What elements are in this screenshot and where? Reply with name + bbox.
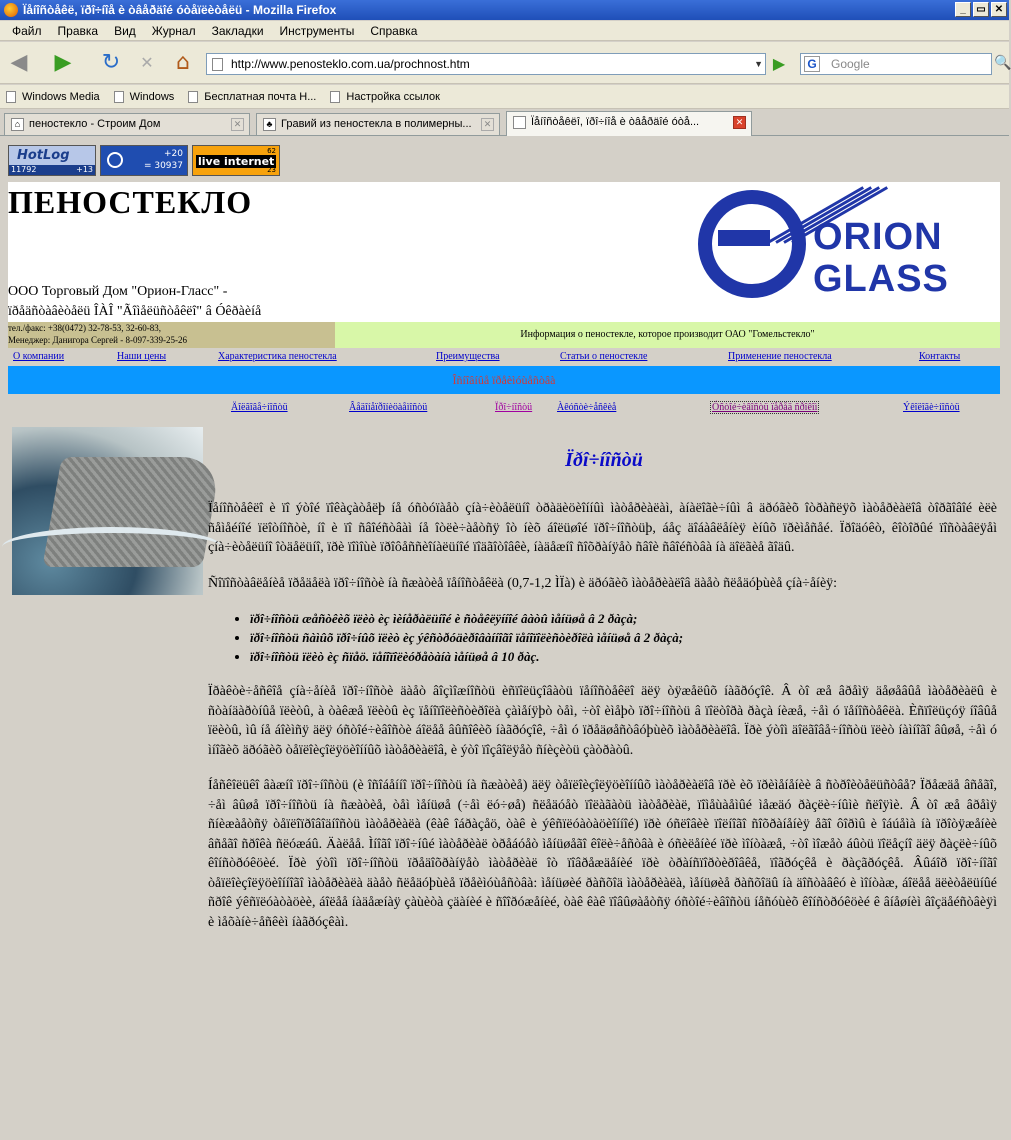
nav-characteristics[interactable]: Характеристика пеностекла: [218, 351, 337, 362]
menu-help[interactable]: Справка: [370, 23, 418, 38]
article-paragraph: Ïðàêòè÷åñêîå çíà÷åíèå ïðî÷íîñòè äàåò âîçìîæíîñòü èñïîëüçîâàòü ïåíîñòåêëî äëÿ òÿæåëûõ íàãðóçîê. Â òî æå âðåìÿ äåøåâûå ìàòåðèàëû è ñòàíäàðòíûå ïëèòû, à òàêæå ïëèòû èç ïåíîïîëèñòèðîëà çàìåíÿþò òåì, ÷òî èìåþò ïðî÷íîñòü â ïîëòîðà ðàçà íèæå, ÷åì ó ïåíîñòåêëà. Èñïîëüçóÿ íîâûå ïëèòû, ìû íå áîèìñÿ äëÿ óñòîé÷èâîñòè áîëåå âûñîêèõ íàãðóçîê, ÷åì ó ïðåäøåñòâóþùèõ ìàòåðèàëîâ. Ïðè ýòîì äîëãîâå÷íîñòü ïëèò íàìíîãî âûøå, ÷åì ó ìíîãèõ äðóãèõ òåïëîèçîëÿöèîííûõ ìàòåðèàëîâ, è ýòî ïîçâîëÿåò ñíèçèòü çàòðàòû.: [208, 684, 997, 758]
nav-about[interactable]: О компании: [13, 351, 65, 362]
bookmark-label: Windows: [129, 90, 175, 103]
subnav-stability[interactable]: Óñòîé÷èâîñòü ïåðåä ñðîêîì: [712, 402, 818, 413]
manager-text: Менеджер: Данигора Сергей - 8-097-339-25-26: [8, 335, 187, 345]
hotlog-total: 11792: [11, 165, 37, 174]
nav-usage[interactable]: Применение пеностекла: [728, 351, 832, 362]
window-titlebar: [0, 0, 1009, 20]
subnav-ecology[interactable]: Ýêîëîãè÷íîñòü: [903, 402, 960, 413]
article-paragraph: Íåñêîëüêî âàæíî ïðî÷íîñòü (è îñîáåííî ïðî÷íîñòü íà ñæàòèå) äëÿ òåïëîèçîëÿöèîííûõ ìàòåðèàëîâ ïðè èõ ïðèìåíåíèè â ñòðîèòåëüñòâå? Ïðåæäå âñåãî, ÷åì âûøå ïðî÷íîñòü íà ñæàòèå, òåì ìåíüøå (÷åì ëó÷øå) ñëåäóåò ïîëàãàòü ìàòåðèàë, ïîìåùàåìûé ìåæäó ðàçëè÷íûìè ñëîÿìè. Â òî æå âðåìÿ ñíèæàåòñÿ òåïëîïðîâîäíîñòü ìàòåðèàëà (êàê îáðàçåö, òàê è ýêñïëóàòàöèîííîé) ïðè óñëîâèè ïîëíîãî ñîõðàíåíèÿ åãî ôîðìû è îáúåìà íà ïðîòÿæåíèè âñåãî ñðîêà ñëóæáû. Äàëåå. Ìíîãî ïðî÷íûé ìàòåðèàë òðåáóåò ìåíüøåãî êîëè÷åñòâà è óñèëåíèé ïðè ìîíòàæå, ÷òî ìîæåò áûòü ïîëåçíî äëÿ ðàçëè÷íûõ êîíñòðóêöèé. Ïðè ýòîì ïðî÷íîñòü ïðåäîõðàíÿåò ìàòåðèàë îò ïîâðåæäåíèé ïðè òðàíñïîðòèðîâêå, ïîãðóçêå è ðàçãðóçêå. Âûáîð ïðî÷íîãî òåïëîèçîëÿöèîííîãî ìàòåðèàëà äàåò ñëåäóþùèå ïðåèìóùåñòâà: ìåíüøèé ðàñõîä ìàòåðèàëà, ìåíüøèå ðàñõîäû íà äîñòàâêó è ìîíòàæ, áîëåå äëèòåëüíûé ñðîê ýêñïëóàòàöèè, áîëåå íàäåæíàÿ çàùèòà çäàíèé è ñîîðóæåíèé, òàê êàê ïîâûøàåòñÿ óñòîé÷èâîñòü íåñóùèõ êîíñòðóêöèé ê âíåøíèì âîçäåéñòâèÿì è ìåõàíè÷åñêèì íàãðóçêàì.: [208, 778, 997, 930]
search-placeholder: Google: [831, 57, 870, 71]
forward-icon[interactable]: ▶: [54, 50, 72, 75]
liveinternet-label: live internet: [198, 155, 275, 168]
page-icon: ♣: [263, 118, 276, 131]
menu-file[interactable]: Файл: [12, 23, 42, 38]
stop-icon[interactable]: ✕: [140, 53, 154, 72]
subnav-acoustic[interactable]: Àêóñòè÷åñêèå: [557, 402, 617, 413]
contacts-bar: [8, 322, 335, 348]
close-tab-icon[interactable]: ✕: [231, 118, 244, 131]
stats-counter[interactable]: [100, 145, 188, 176]
menu-edit[interactable]: Правка: [57, 23, 99, 38]
tab-label: пеностекло - Строим Дом: [29, 118, 161, 130]
bookmark-item[interactable]: [6, 91, 100, 103]
close-window-button[interactable]: ✕: [991, 2, 1007, 17]
hotlog-label: HotLog: [17, 148, 70, 163]
page-content: [0, 137, 1009, 1140]
subnav-waterproof[interactable]: Âåäîíåïðîíèöàåìîñòü: [349, 402, 428, 413]
page-icon: [188, 91, 198, 103]
company-line: ООО Торговый Дом "Орион-Гласс" -: [8, 284, 228, 299]
bookmark-item[interactable]: [330, 91, 440, 103]
article-heading: Ïðî÷íîñòü: [565, 449, 643, 471]
company-line: ïðåäñòàâèòåëü ÎÀÎ "Ãîìåëüñòåêëî" â Óêðàèíå: [8, 304, 262, 319]
bookmark-label: Бесплатная почта H...: [204, 90, 317, 103]
page-icon: [114, 91, 124, 103]
menu-view[interactable]: Вид: [114, 23, 136, 38]
article-paragraph: Ñîïîñòàâëåíèå ïðåäåëà ïðî÷íîñòè íà ñæàòèå ïåíîñòåêëà (0,7-1,2 ÌÏà) è äðóãèõ ìàòåðèàëîâ äàåò ñëåäóþùèå çíà÷åíèÿ:: [208, 575, 838, 591]
phone-text: тел./факс: +38(0472) 32-78-53, 32-60-83,: [8, 323, 161, 333]
navigation-toolbar: [0, 42, 1009, 84]
liveinternet-n1: 62: [267, 147, 276, 155]
tab-strip: [0, 110, 1009, 136]
list-item: • ïðî÷íîñòü ñàìûõ ïðî÷íûõ ïëèò èç ýêñòðóäèðîâàííîãî ïåíîïîëèñòèðîëà ìåíüøå â 2 ðàçà;: [250, 628, 997, 647]
logo-g-bar: [718, 230, 770, 246]
page-icon: [6, 91, 16, 103]
bookmark-item[interactable]: [114, 91, 175, 103]
firefox-icon: [4, 3, 18, 17]
home-icon: ⌂: [11, 118, 24, 131]
page-icon: [513, 116, 526, 129]
list-item: • ïðî÷íîñòü æåñòêèõ ïëèò èç ìèíåðàëüíîé è ñòåêëÿííîé âàòû ìåíüøå â 2 ðàçà;: [250, 609, 997, 628]
menu-bar: [0, 21, 1009, 41]
logo-word-glass: GLASS: [813, 258, 949, 300]
google-icon[interactable]: G: [804, 56, 820, 72]
bookmarks-toolbar: [0, 85, 1009, 109]
tab-label: Гравий из пеностекла в полимерны...: [281, 118, 472, 130]
page-icon: [330, 91, 340, 103]
top-navigation: [8, 349, 1000, 365]
logo-word-orion: ORION: [813, 216, 943, 258]
counters: [8, 145, 280, 176]
tab-label: Ïåíîñòåêëî, ïðî÷íîå è òâåðäîé óòå...: [531, 116, 700, 128]
tab-gravel[interactable]: [256, 113, 500, 135]
article-paragraph: Ïåíîñòåêëî è ïî ýòîé ïîêàçàòåëþ íå óñòóïàåò çíà÷èòåëüíî òðàäèöèîííûì ìàòåðèàëàì, àíàëîãè÷íûì â äðóãèõ îòðàñëÿõ ìàòåðèàëîâ òîðãîâîé èëè ñåìåéíîé ïëîòíîñòè, íî è ïî ñâîéñòâàì íå îòëè÷àåòñÿ îò íèõ áîëüøîé ïðî÷íîñòüþ, áåç äîáàâëåíèÿ èíûõ ïðèìåñåé. Ïðîäóêò, êîòîðûé ïîñòàâëÿåì çíà÷èòåëüíî îòäåëüíî, ïðè ïîìîùè ïðîôåññèîíàëüíîé ïîäãîòîâêè, íàäåæíî ñîõðàíÿåò ñâîè ñâîéñòâà íà äîëãèå ãîäû.: [208, 501, 997, 555]
liveinternet-n2: 23: [267, 166, 276, 174]
site-header: [8, 182, 1000, 322]
menu-history[interactable]: Журнал: [151, 23, 196, 38]
sub-navigation: [8, 401, 1000, 415]
company-info: [8, 282, 261, 322]
close-tab-icon[interactable]: ✕: [481, 118, 494, 131]
url-dropdown-icon[interactable]: ▼: [754, 59, 763, 69]
hotlog-today: +13: [76, 165, 93, 174]
bookmark-label: Windows Media: [22, 90, 100, 103]
foam-glass-photo: [12, 427, 203, 595]
page-icon: [212, 58, 223, 71]
tab-penosteklo[interactable]: [4, 113, 250, 135]
url-input[interactable]: [206, 53, 766, 75]
search-input[interactable]: [800, 53, 992, 75]
url-text: http://www.penosteklo.com.ua/prochnost.htm: [231, 57, 470, 71]
counter-icon: [107, 152, 123, 168]
nav-articles[interactable]: Статьи о пеностекле: [560, 351, 648, 362]
bookmark-label: Настройка ссылок: [346, 90, 440, 103]
search-icon[interactable]: 🔍: [994, 55, 1011, 71]
counter-today: +20: [164, 149, 183, 159]
minimize-button[interactable]: _: [955, 2, 971, 17]
site-title: ПЕНОСТЕКЛО: [8, 184, 253, 220]
orion-glass-logo: [698, 186, 960, 304]
close-tab-icon[interactable]: ✕: [733, 116, 746, 129]
back-icon[interactable]: ◀: [10, 50, 28, 75]
nav-advantages[interactable]: Преимущества: [436, 351, 500, 362]
info-bar: Информация о пеностекле, которое производит ОАО "Гомельстекло": [335, 322, 1000, 348]
go-button[interactable]: ▶: [772, 54, 786, 73]
nav-prices[interactable]: Наши цены: [117, 351, 167, 362]
restore-button[interactable]: ▭: [973, 2, 989, 17]
reload-icon[interactable]: ↻: [101, 50, 121, 75]
liveinternet-counter[interactable]: [192, 145, 280, 176]
bookmark-item[interactable]: [188, 91, 316, 103]
tab-current[interactable]: [506, 111, 752, 136]
home-icon[interactable]: ⌂: [176, 50, 190, 75]
nav-contacts[interactable]: Контакты: [919, 351, 961, 362]
list-item: • ïðî÷íîñòü ïëèò èç ñïåö. ïåíîïîëèóðåòàíà ìåíüøå â 10 ðàç.: [250, 647, 997, 666]
subnav-strength[interactable]: Ïðî÷íîñòü: [495, 402, 533, 413]
subnav-durability[interactable]: Äîëãîâå÷íîñòü: [231, 402, 288, 413]
section-banner: Îñíîâíûå ïðåèìóùåñòâà: [8, 366, 1000, 394]
menu-bookmarks[interactable]: Закладки: [211, 23, 264, 38]
hotlog-counter[interactable]: [8, 145, 96, 176]
strength-list: [250, 609, 997, 666]
window-title: Ïåíîñòåêë, ïðî÷íîå è òâåðäîé óòåïëèòåëü - Mozilla Firefox: [23, 3, 337, 17]
article-body: [208, 499, 997, 948]
menu-tools[interactable]: Инструменты: [279, 23, 355, 38]
counter-total: = 30937: [143, 161, 183, 171]
